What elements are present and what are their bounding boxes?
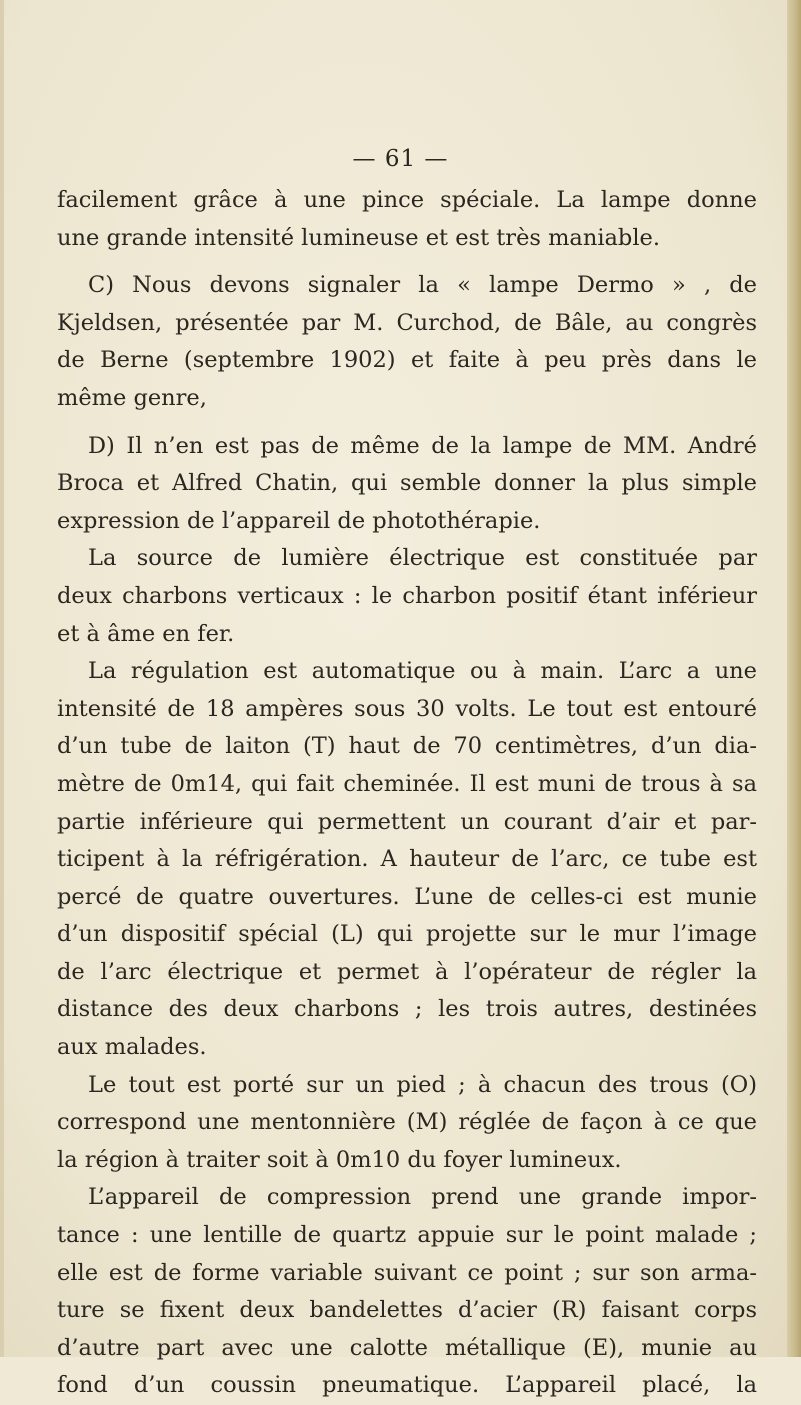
paragraph-gap bbox=[57, 257, 757, 267]
text-line: La source de lumière électrique est constituée par bbox=[88, 545, 757, 572]
text-line: partie inférieure qui permettent un courant d’air et par- bbox=[57, 808, 757, 835]
text-line: C) Nous devons signaler la « lampe Dermo » , de bbox=[88, 272, 757, 299]
text-line: la région à traiter soit à 0m10 du foyer lumineux. bbox=[57, 1146, 622, 1173]
text-line: facilement grâce à une pince spéciale. La lampe donne bbox=[57, 187, 757, 213]
text-line: une grande intensité lumineuse et est très maniable. bbox=[57, 224, 660, 251]
text-line: percé de quatre ouvertures. L’une de celles-ci est munie bbox=[57, 883, 757, 910]
text-line: elle est de forme variable suivant ce point ; sur son arma- bbox=[57, 1259, 757, 1286]
text-line: Kjeldsen, présentée par M. Curchod, de Bâle, au congrès bbox=[57, 309, 757, 336]
text-line: de l’arc électrique et permet à l’opérateur de régler la bbox=[57, 958, 757, 985]
text-line: correspond une mentonnière (M) réglée de façon à ce que bbox=[57, 1109, 757, 1136]
text-line: d’un tube de laiton (T) haut de 70 centimètres, d’un dia- bbox=[57, 733, 757, 760]
text-line: D) Il n’en est pas de même de la lampe de MM. André bbox=[88, 432, 757, 459]
text-line: aux malades. bbox=[57, 1034, 207, 1061]
text-line: La régulation est automatique ou à main. L’arc a une bbox=[88, 658, 757, 685]
page-number: — 61 — bbox=[352, 146, 449, 172]
text-line: distance des deux charbons ; les trois autres, destinées bbox=[57, 996, 757, 1023]
text-line: mètre de 0m14, qui fait cheminée. Il est muni de trous à sa bbox=[57, 770, 757, 797]
text-line: Broca et Alfred Chatin, qui semble donner la plus simple bbox=[57, 470, 757, 497]
text-line: intensité de 18 ampères sous 30 volts. Le tout est entouré bbox=[57, 695, 757, 722]
text-line: fond d’un coussin pneumatique. L’appareil placé, la bbox=[57, 1372, 757, 1399]
text-line: et à âme en fer. bbox=[57, 620, 235, 647]
page-left-edge bbox=[0, 0, 4, 1357]
page-right-edge bbox=[787, 0, 801, 1357]
text-line: d’un dispositif spécial (L) qui projette sur le mur l’image bbox=[57, 921, 757, 948]
body-text bbox=[57, 182, 757, 1405]
text-line: ticipent à la réfrigération. A hauteur de l’arc, ce tube est bbox=[57, 846, 757, 873]
text-line: même genre, bbox=[57, 384, 207, 411]
text-line: deux charbons verticaux : le charbon positif étant inférieur bbox=[57, 582, 757, 609]
paragraph-gap bbox=[57, 418, 757, 428]
text-line: de Berne (septembre 1902) et faite à peu près dans le bbox=[57, 347, 757, 374]
text-line: ture se fixent deux bandelettes d’acier (R) faisant corps bbox=[57, 1297, 757, 1324]
text-line: d’autre part avec une calotte métallique (E), munie au bbox=[57, 1334, 757, 1361]
text-line: tance : une lentille de quartz appuie sur le point malade ; bbox=[57, 1222, 757, 1249]
text-line: L’appareil de compression prend une grande impor- bbox=[88, 1184, 757, 1211]
text-line: expression de l’appareil de photothérapie. bbox=[57, 507, 541, 534]
text-line: Le tout est porté sur un pied ; à chacun des trous (O) bbox=[88, 1071, 757, 1098]
